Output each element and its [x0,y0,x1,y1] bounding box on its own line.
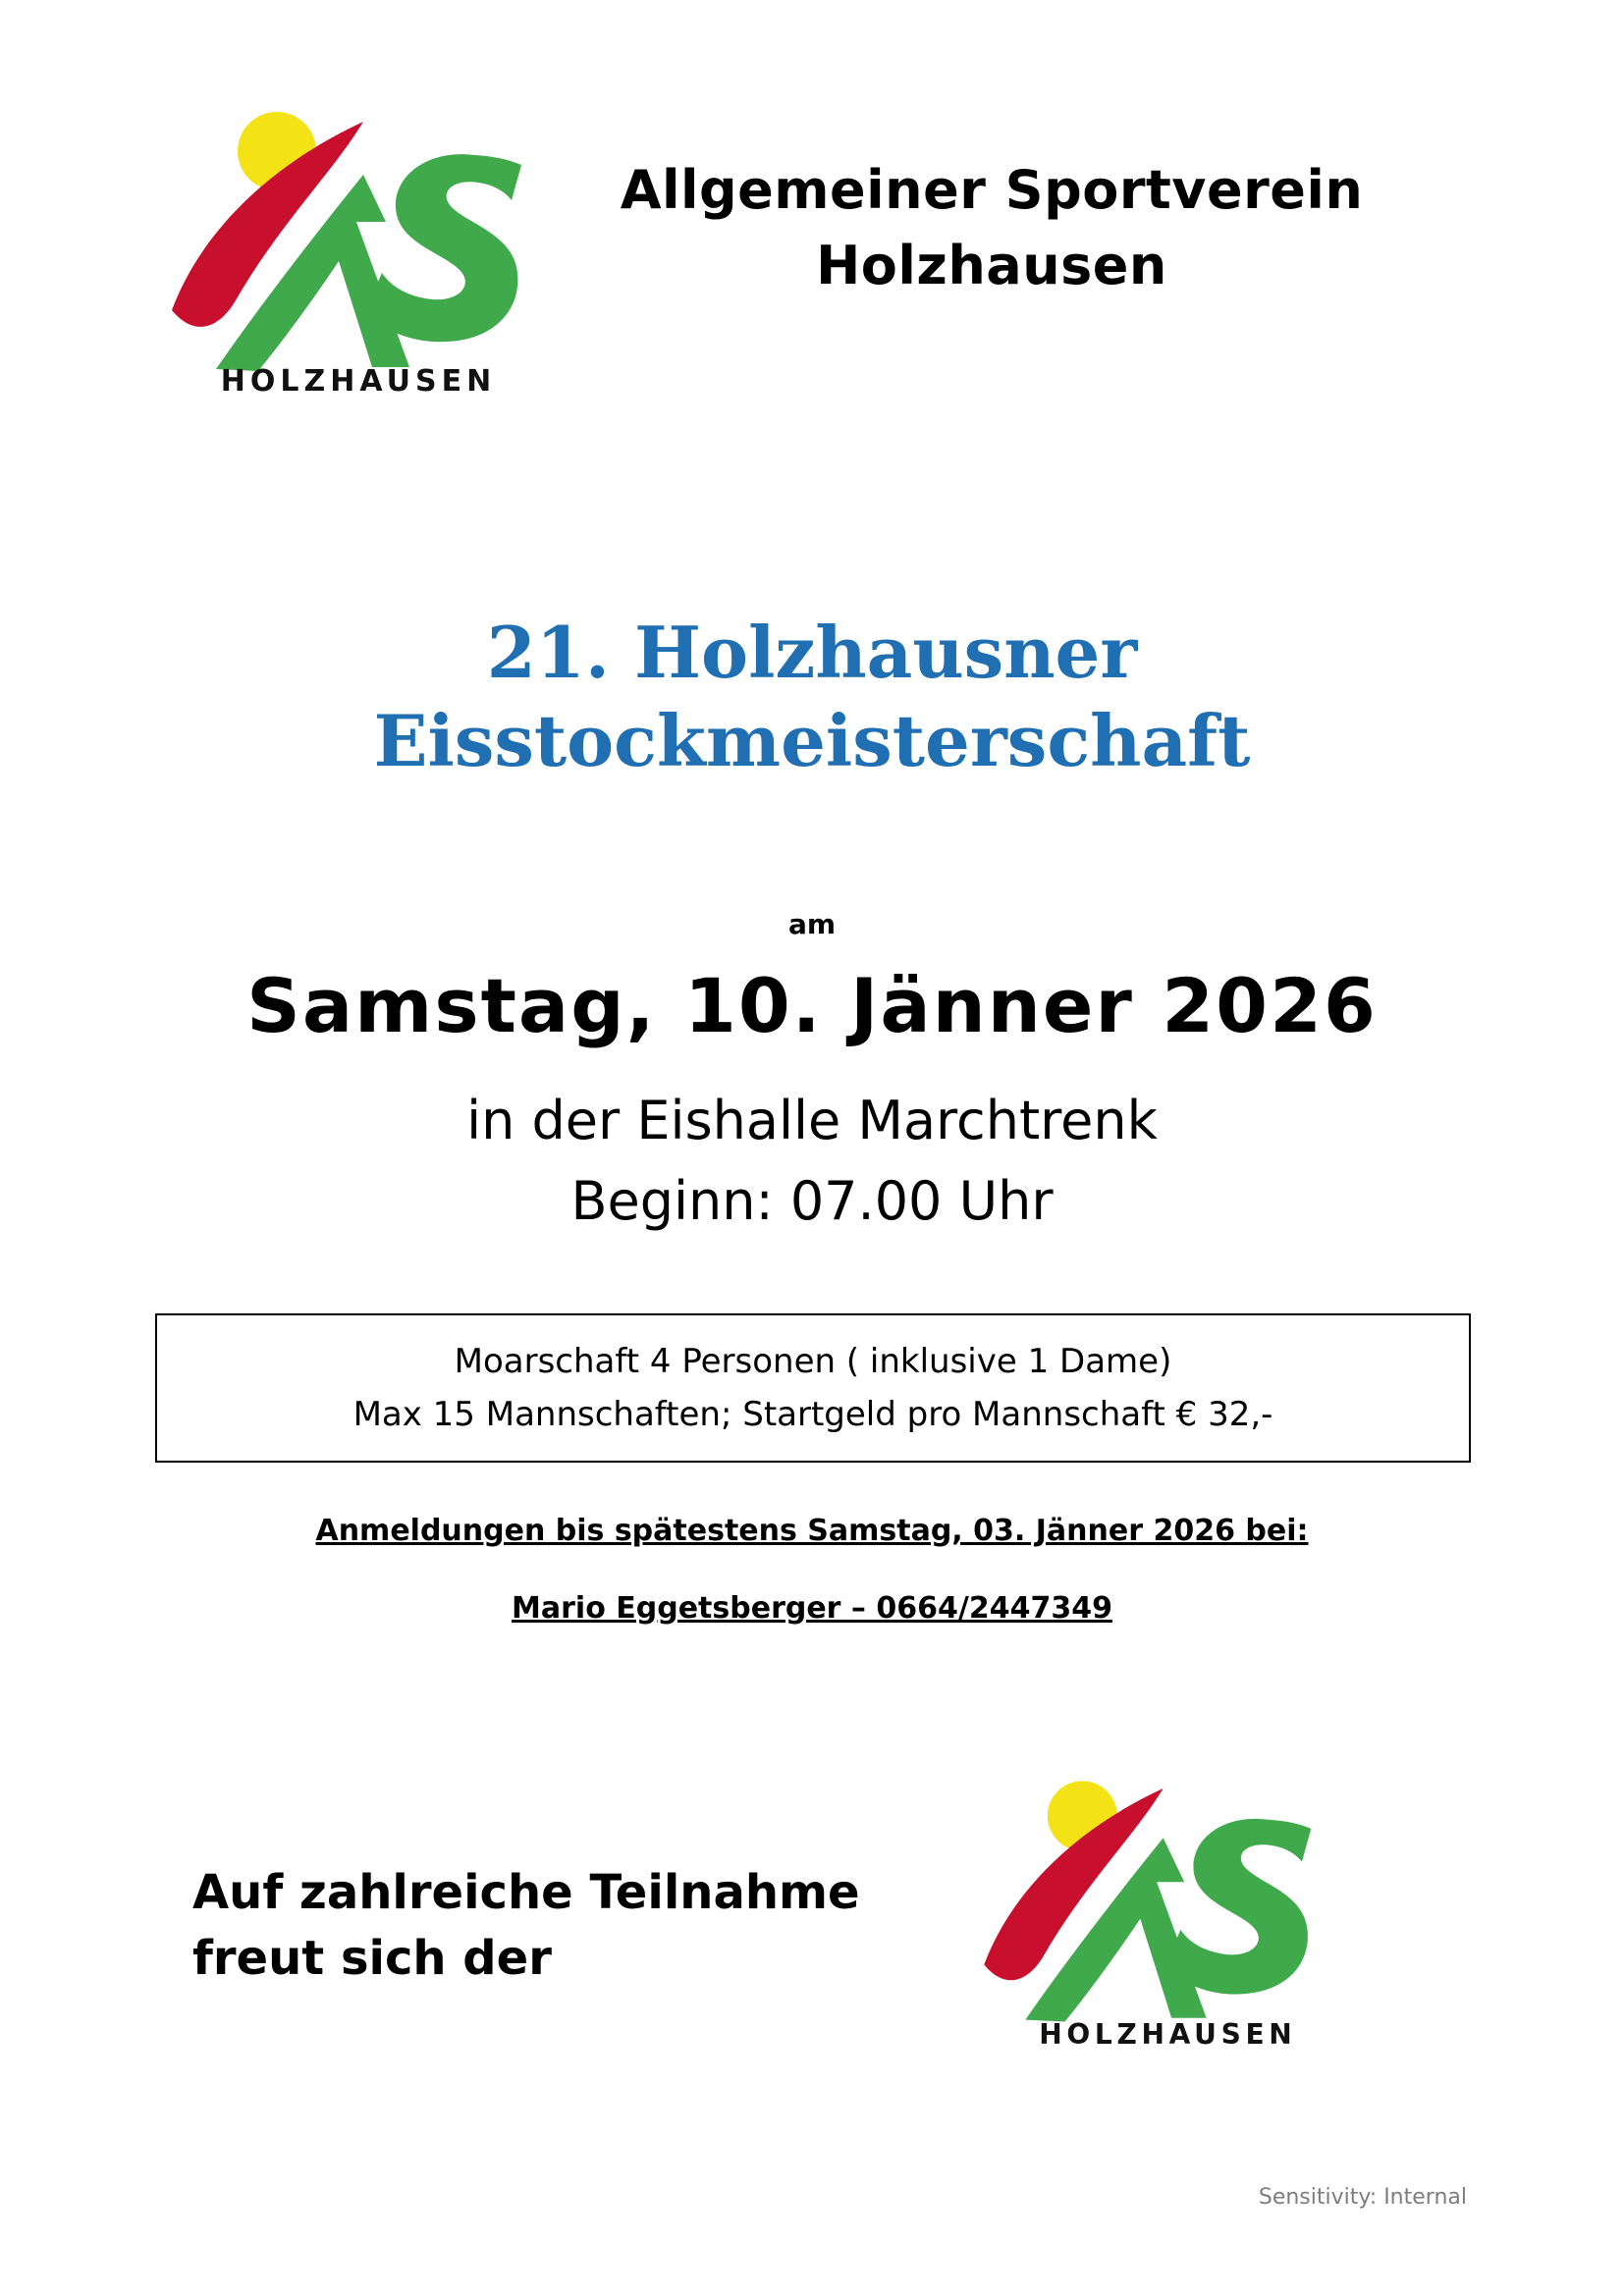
logo-green-s [364,154,521,342]
closing-text [192,1860,939,1992]
registration-spacer [0,1550,1624,1589]
closing-line1: Auf zahlreiche Teilnahme [192,1865,860,1920]
poster-header [0,94,1624,428]
logo-wordmark-bottom: HOLZHAUSEN [1039,2017,1297,2051]
event-title-line2: Eisstockmeisterschaft [373,699,1251,782]
rules-line-team: Moarschaft 4 Personen ( inklusive 1 Dame) [454,1341,1172,1381]
event-title [0,609,1624,785]
rules-box [155,1313,1471,1463]
club-name [550,153,1434,303]
club-logo-bottom [962,1772,1355,2056]
club-name-line1: Allgemeiner Sportverein [620,159,1364,221]
logo-green-s-bottom [1164,1819,1312,1995]
sensitivity-label: Sensitivity: Internal [1258,2185,1467,2210]
closing-line2: freut sich der [192,1931,552,1987]
event-date: Samstag, 10. Jänner 2026 [246,962,1378,1049]
event-venue: in der Eishalle Marchtrenk [466,1090,1158,1151]
registration-contact[interactable]: Mario Eggetsberger – 0664/2447349 [512,1591,1112,1626]
logo-wordmark-top: HOLZHAUSEN [220,364,497,399]
event-start-time: Beginn: 07.00 Uhr [570,1170,1054,1232]
club-logo-top [162,104,555,408]
rules-line-fee: Max 15 Mannschaften; Startgeld pro Mannschaft € 32,- [352,1395,1273,1434]
am-label: am [787,908,837,940]
club-name-line2: Holzhausen [816,234,1167,296]
event-title-line1: 21. Holzhausner [486,611,1138,694]
registration-deadline: Anmeldungen bis spätestens Samstag, 03. Jänner 2026 bei: [315,1514,1309,1548]
registration-info [0,1512,1624,1628]
